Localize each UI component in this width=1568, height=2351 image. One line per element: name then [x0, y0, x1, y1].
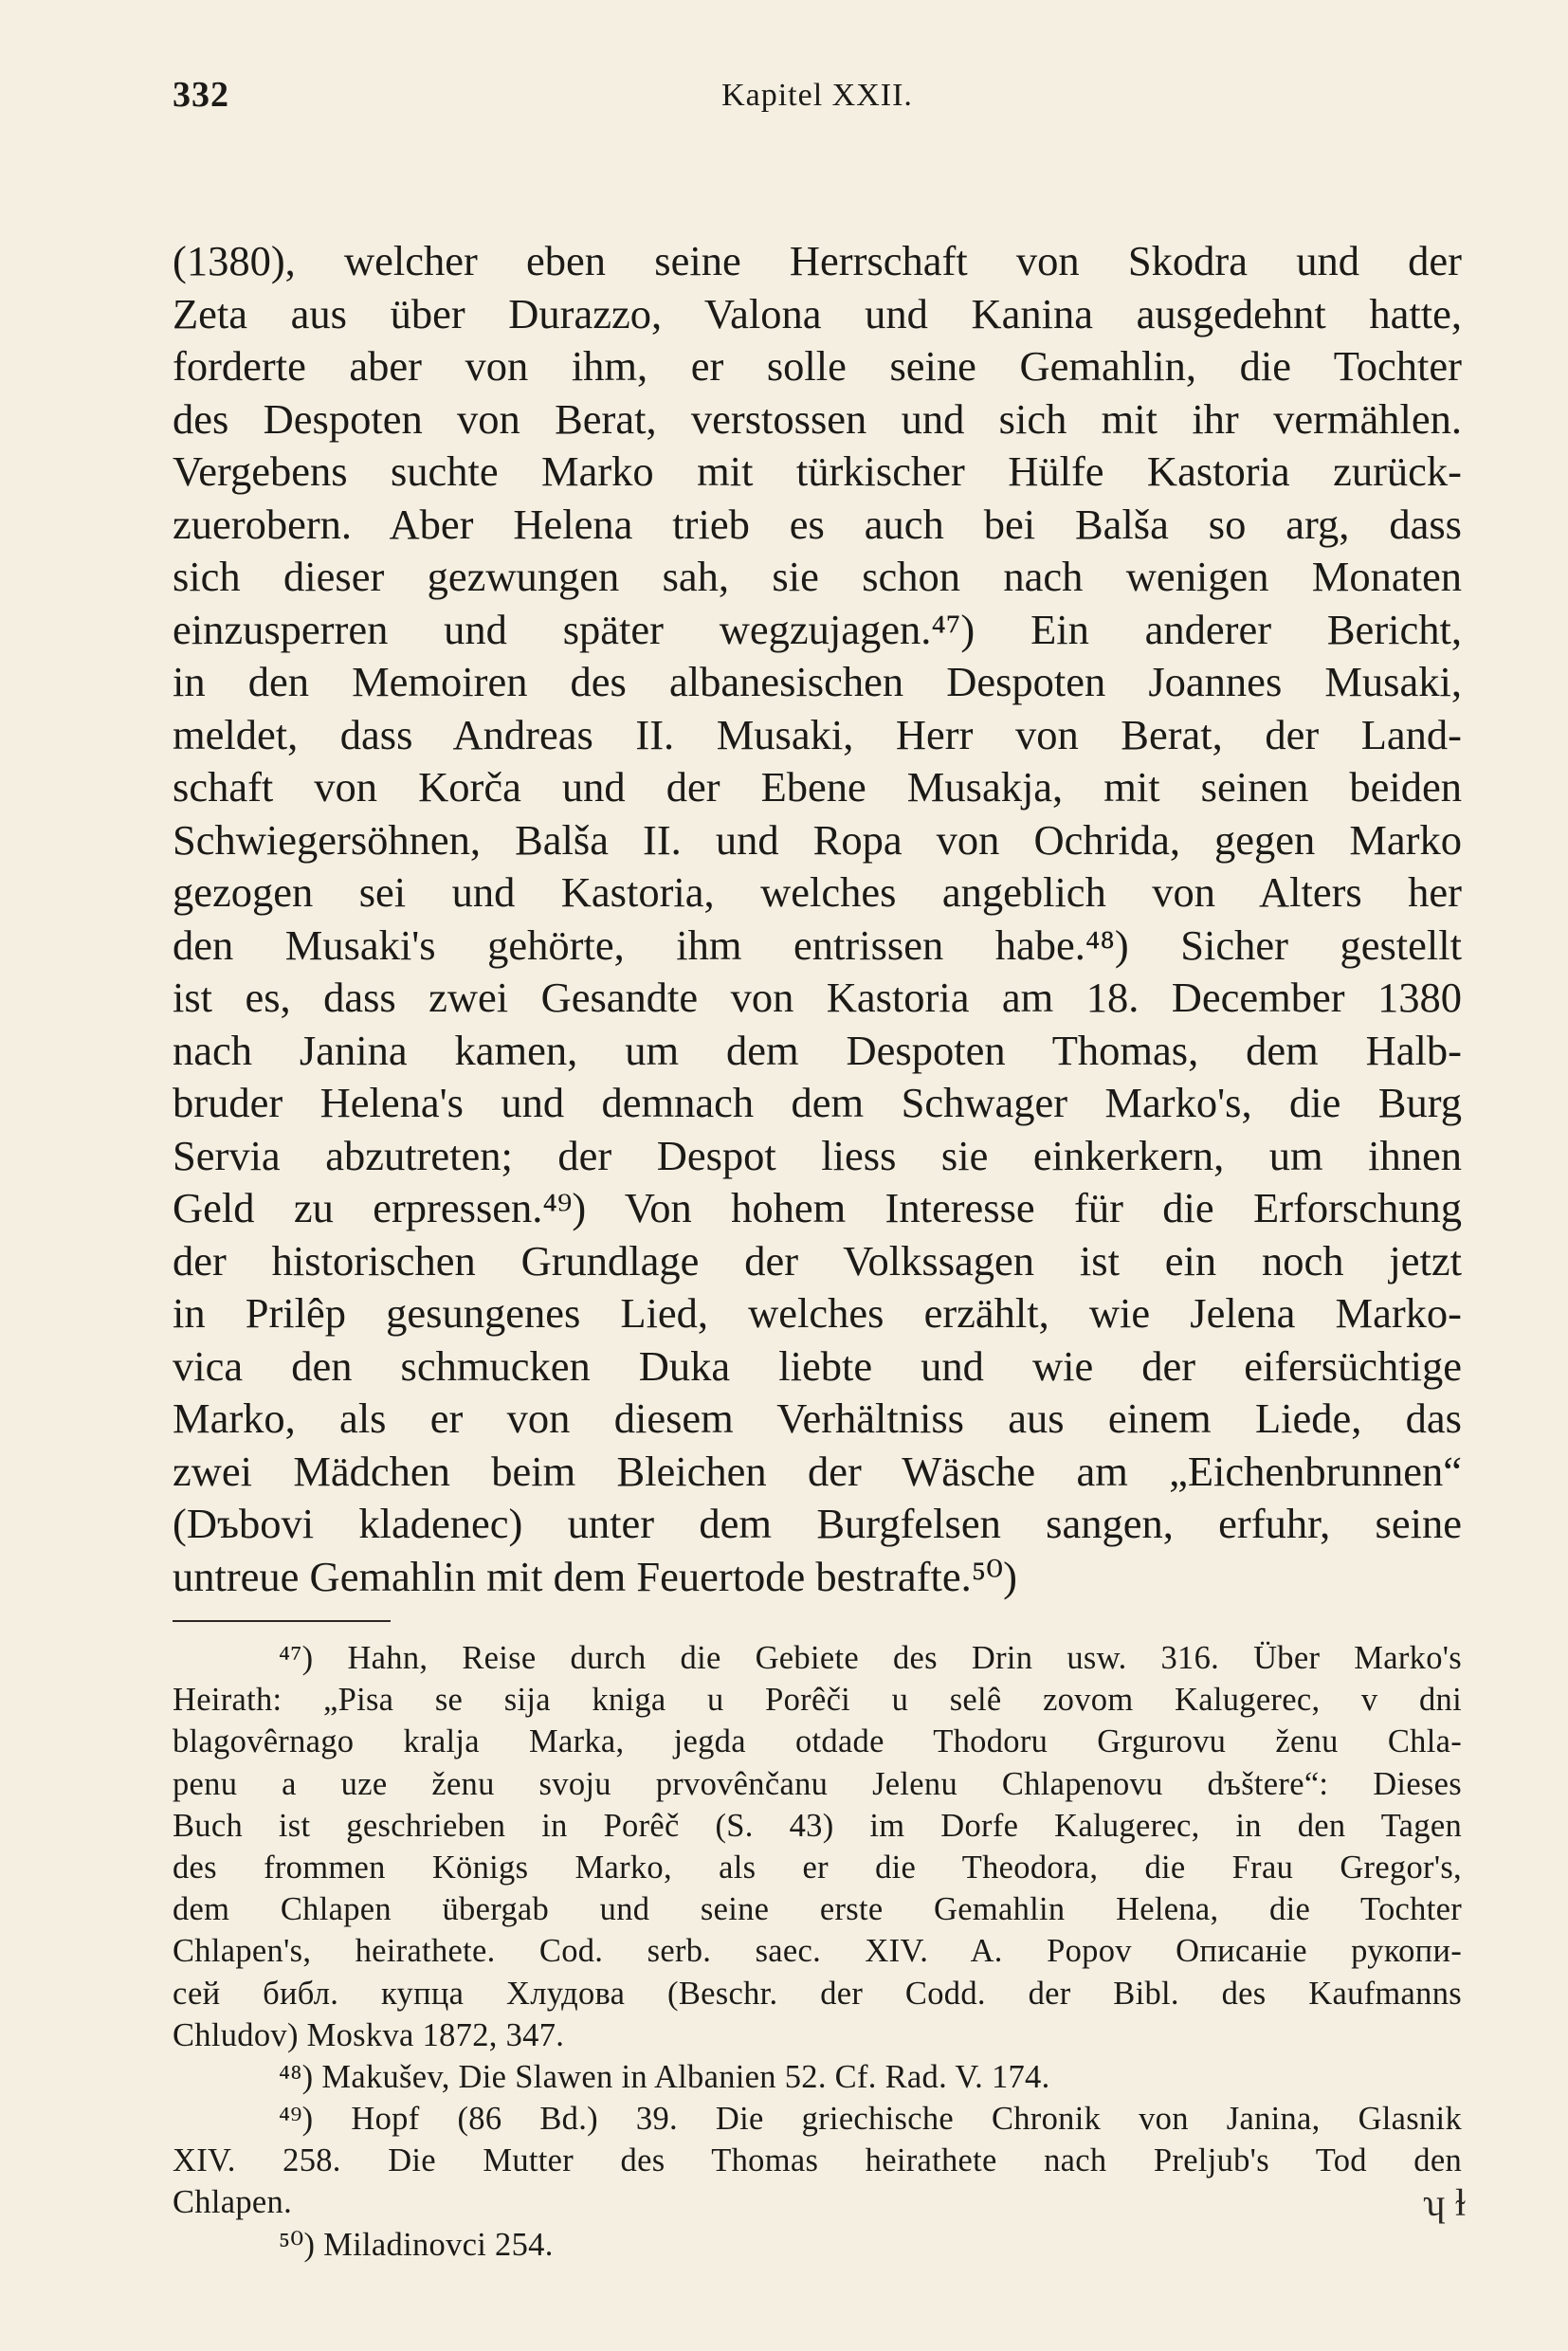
footnote	[173, 2098, 1462, 2224]
footnote-line: Heirath: „Pisa se sija kniga u Porêči u selê zovom Kalugerec, v dni	[173, 1682, 1462, 1719]
footnote-line: XIV. 258. Die Mutter des Thomas heirathete nach Preljub's Tod den	[173, 2142, 1462, 2179]
footnote-line: penu a uze ženu svoju prvovênčanu Jelenu Chlapenovu dъštere“: Dieses	[173, 1765, 1462, 1802]
body-line: (Dъbovi kladenec) unter dem Burgfelsen sangen, erfuhr, seine	[173, 1500, 1462, 1547]
page-number: 332	[173, 75, 229, 115]
footnote-line: Chludov) Moskva 1872, 347.	[173, 2016, 565, 2053]
body-line: zwei Mädchen beim Bleichen der Wäsche am „Eichenbrunnen“	[173, 1447, 1462, 1495]
footnote-line: dem Chlapen übergab und seine erste Gemahlin Helena, die Tochter	[173, 1891, 1462, 1928]
footnote	[173, 2224, 1462, 2266]
footnote	[173, 1637, 1462, 2056]
body-line: schaft von Korča und der Ebene Musakja, mit seinen beiden	[173, 763, 1462, 811]
footnote	[173, 2056, 1462, 2098]
body-line: Marko, als er von diesem Verhältniss aus einem Liede, das	[173, 1394, 1462, 1442]
body-line: in Prilêp gesungenes Lied, welches erzählt, wie Jelena Marko-	[173, 1289, 1462, 1337]
footnote-line: Buch ist geschrieben in Porêč (S. 43) im Dorfe Kalugerec, in den Tagen	[173, 1807, 1462, 1844]
body-line: Geld zu erpressen.⁴⁹) Von hohem Interesse für die Erforschung	[173, 1184, 1462, 1231]
body-line: Zeta aus über Durazzo, Valona und Kanina ausgedehnt hatte,	[173, 289, 1462, 337]
body-line: in den Memoiren des albanesischen Despoten Joannes Musaki,	[173, 658, 1462, 705]
body-line: nach Janina kamen, um dem Despoten Thomas, dem Halb-	[173, 1026, 1462, 1074]
footnote-line: Chlapen.	[173, 2184, 292, 2221]
body-line: der historischen Grundlage der Volkssagen ist ein noch jetzt	[173, 1236, 1462, 1285]
footnote-line: ⁴⁹) Hopf (86 Bd.) 39. Die griechische Chronik von Janina, Glasnik	[279, 2101, 1462, 2138]
body-line: meldet, dass Andreas II. Musaki, Herr von Berat, der Land-	[173, 710, 1462, 758]
body-line: ist es, dass zwei Gesandte von Kastoria am 18. December 1380	[173, 974, 1462, 1021]
body-line: forderte aber von ihm, er solle seine Gemahlin, die Tochter	[173, 342, 1462, 390]
body-line: einzusperren und später wegzujagen.⁴⁷) Ein anderer Bericht,	[173, 605, 1462, 653]
footnotes	[173, 1637, 1462, 2266]
footnote-line: сей библ. купца Хлудова (Beschr. der Codd. der Bibl. des Kaufmanns	[173, 1975, 1462, 2012]
body-line: untreue Gemahlin mit dem Feuertode bestrafte.⁵⁰)	[173, 1552, 1017, 1600]
body-line: (1380), welcher eben seine Herrschaft von Skodra und der	[173, 237, 1462, 284]
body-line: zuerobern. Aber Helena trieb es auch bei Balša so arg, dass	[173, 500, 1462, 548]
body-line: den Musaki's gehörte, ihm entrissen habe.⁴⁸) Sicher gestellt	[173, 920, 1462, 969]
body-line: vica den schmucken Duka liebte und wie der eifersüchtige	[173, 1341, 1462, 1390]
body-line: Schwiegersöhnen, Balša II. und Ropa von Ochrida, gegen Marko	[173, 815, 1462, 864]
body-line: Vergebens suchte Marko mit türkischer Hülfe Kastoria zurück-	[173, 447, 1462, 495]
footnote-line: des frommen Königs Marko, als er die Theodora, die Frau Gregor's,	[173, 1849, 1462, 1886]
footnote-line: ⁵⁰) Miladinovci 254.	[279, 2226, 554, 2263]
body-line: des Despoten von Berat, verstossen und sich mit ihr vermählen.	[173, 394, 1462, 443]
chapter-title: Kapitel XXII.	[721, 78, 913, 113]
footnote-line: Chlapen's, heirathete. Cod. serb. saec. XIV. A. Popov Описаніе рукопи-	[173, 1933, 1462, 1970]
running-head	[173, 66, 1462, 123]
footnote-line: ⁴⁸) Makušev, Die Slawen in Albanien 52. Cf. Rad. V. 174.	[279, 2058, 1050, 2095]
book-page	[173, 66, 1462, 2285]
footnote-line: ⁴⁷) Hahn, Reise durch die Gebiete des Drin usw. 316. Über Marko's	[279, 1640, 1462, 1676]
footnote-line: blagovêrnago kralja Marka, jegda otdade Thodoru Grgurovu ženu Chla-	[173, 1723, 1462, 1760]
printer-marks: ʮ ɫ	[1422, 2181, 1467, 2224]
body-line: bruder Helena's und demnach dem Schwager Marko's, die Burg	[173, 1079, 1462, 1126]
body-text	[173, 235, 1462, 1603]
body-line: sich dieser gezwungen sah, sie schon nach wenigen Monaten	[173, 553, 1462, 600]
footnote-rule	[173, 1620, 391, 1622]
body-line: Servia abzutreten; der Despot liess sie einkerkern, um ihnen	[173, 1131, 1462, 1179]
body-line: gezogen sei und Kastoria, welches angeblich von Alters her	[173, 868, 1462, 916]
